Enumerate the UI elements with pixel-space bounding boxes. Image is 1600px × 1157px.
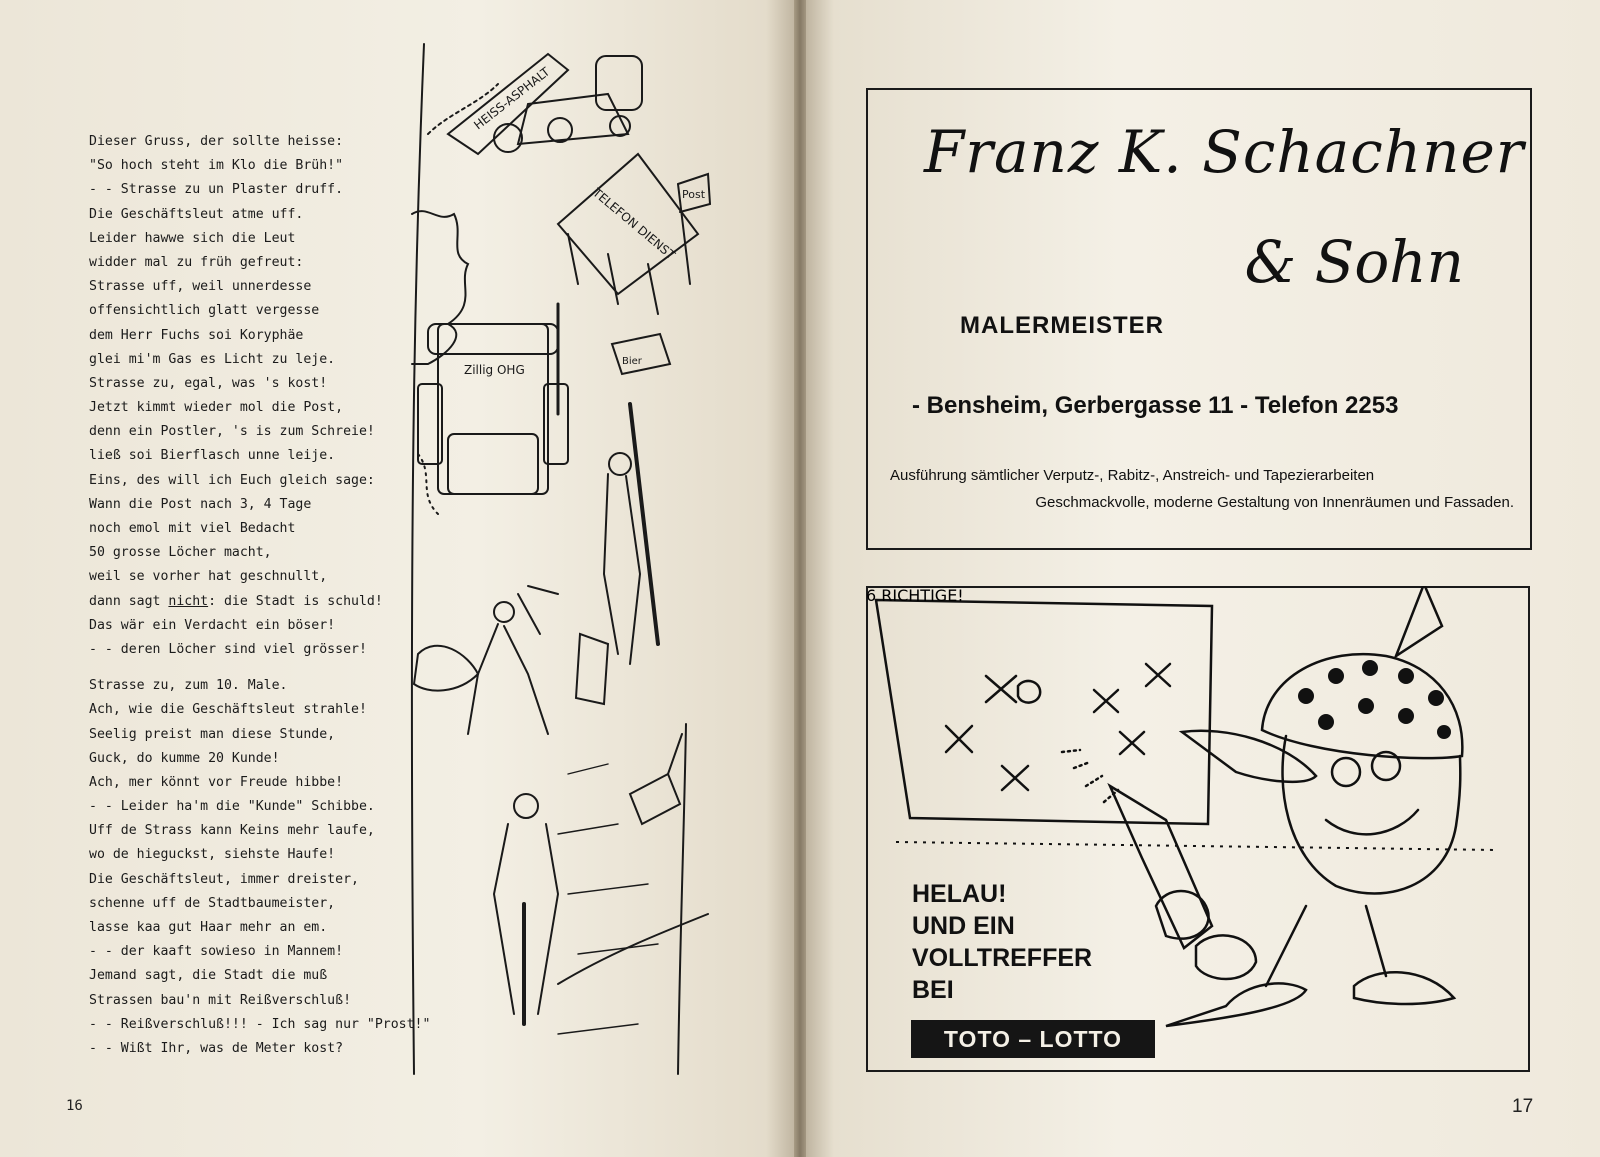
pavement-lines	[558, 764, 658, 1034]
poem-line: lasse kaa gut Haar mehr an em.	[89, 920, 328, 935]
page-number-right: 17	[1512, 1096, 1534, 1117]
poem-line: Ach, wie die Geschäftsleut strahle!	[89, 702, 367, 718]
walker-body	[604, 474, 640, 664]
legs	[1266, 906, 1386, 986]
poem-line: Dieser Gruss, der sollte heisse:	[89, 134, 344, 149]
poem-line: wo de hieguckst, siehste Haufe!	[89, 847, 336, 863]
cross-mark	[1002, 766, 1028, 790]
champagne-cork	[1018, 681, 1040, 703]
slogan-line: BEI	[912, 976, 954, 1004]
poem-line: - - Reißverschluß!!! - Ich sag nur "Prost!"	[89, 1016, 431, 1032]
poem-line: "So hoch steht im Klo die Brüh!"	[89, 158, 344, 174]
truck-wheel	[494, 124, 522, 152]
poem-line: dem Herr Fuchs soi Koryphäe	[89, 327, 304, 343]
beer-crate	[612, 334, 670, 374]
rubble-pile	[414, 646, 478, 691]
poem-line: noch emol mit viel Bedacht	[89, 521, 296, 536]
firm-name-line2: & Sohn	[1244, 228, 1464, 296]
walker-head	[609, 453, 631, 475]
steamroller-seat	[448, 434, 538, 494]
long-nose	[1182, 731, 1316, 782]
poem-line: Wann die Post nach 3, 4 Tage	[89, 496, 312, 512]
poem-line: Guck, do kumme 20 Kunde!	[89, 750, 280, 766]
jackhammer-worker-head	[514, 794, 538, 818]
slogan-line: UND EIN	[912, 912, 1015, 940]
poem-line: Strassen bau'n mit Reißverschluß!	[89, 992, 352, 1008]
cross-mark	[946, 726, 972, 752]
poem-line-emphasis: dann sagt nicht: die Stadt is schuld!	[89, 593, 383, 609]
slogan-line: HELAU!	[912, 880, 1007, 908]
shopping-basket	[576, 634, 608, 704]
poem-line: weil se vorher hat geschnullt,	[89, 569, 328, 585]
hand	[1196, 935, 1256, 979]
poem-line: Jetzt kimmt wieder mol die Post,	[89, 400, 344, 416]
services-line2: Geschmackvolle, moderne Gestaltung von Innenräumen und Fassaden.	[1035, 494, 1514, 511]
poem-line: Strasse zu, zum 10. Male.	[89, 678, 288, 694]
radio	[630, 774, 680, 824]
crate-label: Bier	[622, 356, 642, 367]
hand	[1156, 891, 1209, 939]
smile	[1326, 810, 1418, 834]
poem-line: - - Strasse zu un Plaster druff.	[89, 182, 344, 198]
shoe	[1166, 983, 1306, 1026]
poem-line: Die Geschäftsleut, immer dreister,	[89, 871, 359, 887]
champagne-spray	[1062, 750, 1118, 802]
dotted-divider	[896, 842, 1496, 850]
cross-mark	[986, 676, 1016, 702]
radio-antenna	[668, 734, 682, 774]
tent-label: TELEFON DIENST	[590, 185, 678, 263]
page-number-left: 16	[66, 1098, 83, 1114]
stanza-gap	[89, 662, 449, 674]
poem-line: Strasse uff, weil unnerdesse	[89, 279, 312, 295]
cross-mark	[1146, 664, 1170, 686]
poem-line: Strasse zu, egal, was 's kost!	[89, 375, 328, 391]
slogan-line: VOLLTREFFER	[912, 944, 1093, 972]
road-edge-right	[678, 724, 686, 1074]
firm-address: - Bensheim, Gerbergasse 11 - Telefon 2253	[912, 392, 1399, 419]
painter-advertisement	[866, 88, 1532, 550]
services-line1: Ausführung sämtlicher Verputz-, Rabitz-, Anstreich- und Tapezierarbeiten	[890, 467, 1375, 484]
truck-wheel	[548, 118, 572, 142]
poem-line: - - Wißt Ihr, was de Meter kost?	[89, 1040, 344, 1056]
air-hose	[558, 914, 708, 984]
cross-mark	[1094, 690, 1118, 712]
poem-line: offensichtlich glatt vergesse	[89, 303, 320, 319]
pickaxe	[518, 586, 558, 634]
underlined-word: nicht	[168, 593, 209, 609]
poem-line: Jemand sagt, die Stadt die muß	[89, 968, 328, 984]
poem-line: ließ soi Bierflasch unne leije.	[89, 448, 336, 464]
steamroller-body	[438, 324, 548, 494]
cartoon-illustration	[408, 34, 720, 1094]
bush	[412, 211, 468, 364]
poem-line: Seelig preist man diese Stunde,	[89, 726, 336, 742]
poem-text	[89, 130, 449, 1061]
lotto-sign-text: 6 RICHTIGE!	[866, 586, 964, 605]
poem-line: widder mal zu früh gefreut:	[89, 254, 304, 270]
party-hat	[1396, 586, 1442, 656]
lotto-slogan	[912, 878, 1092, 1006]
road-edge-left	[412, 44, 424, 1074]
surveyor-pole	[630, 404, 658, 644]
trade-title: MALERMEISTER	[960, 312, 1164, 339]
poem-line: - - Leider ha'm die "Kunde" Schibbe.	[89, 799, 375, 815]
poem-line: Die Geschäftsleut atme uff.	[89, 206, 304, 222]
poem-line: Uff de Strass kann Keins mehr laufe,	[89, 823, 375, 839]
firm-name-line1: Franz K. Schachner	[924, 118, 1525, 186]
mushroom-face	[1283, 736, 1461, 894]
roller-label: Zillig OHG	[464, 363, 525, 377]
poem-line: Eins, des will ich Euch gleich sage:	[89, 472, 375, 488]
truck-cab	[596, 56, 642, 110]
poem-line: glei mi'm Gas es Licht zu leje.	[89, 351, 336, 367]
book-spine	[794, 0, 806, 1157]
worker-body	[468, 624, 548, 734]
eye	[1332, 758, 1360, 786]
poem-line: Ach, mer könnt vor Freude hibbe!	[89, 774, 344, 790]
toto-lotto-badge: TOTO – LOTTO	[911, 1020, 1155, 1058]
poem-line: - - deren Löcher sind viel grösser!	[89, 641, 367, 657]
worker-head	[494, 602, 514, 622]
poem-line: denn ein Postler, 's is zum Schreie!	[89, 424, 375, 440]
lotto-sign-board	[876, 600, 1212, 824]
shoe	[1354, 972, 1454, 1004]
poem-line: Leider hawwe sich die Leut	[89, 230, 296, 246]
poem-line: 50 grosse Löcher macht,	[89, 545, 272, 561]
truck-label: HEISS-ASPHALT	[471, 64, 553, 133]
mushroom-dots	[1298, 660, 1451, 739]
poem-line: - - der kaaft sowieso in Mannem!	[89, 944, 344, 960]
poem-line: schenne uff de Stadtbaumeister,	[89, 895, 336, 911]
cross-mark	[1120, 732, 1144, 754]
poem-line: Das wär ein Verdacht ein böser!	[89, 617, 336, 633]
flag-label: Post	[682, 188, 706, 201]
